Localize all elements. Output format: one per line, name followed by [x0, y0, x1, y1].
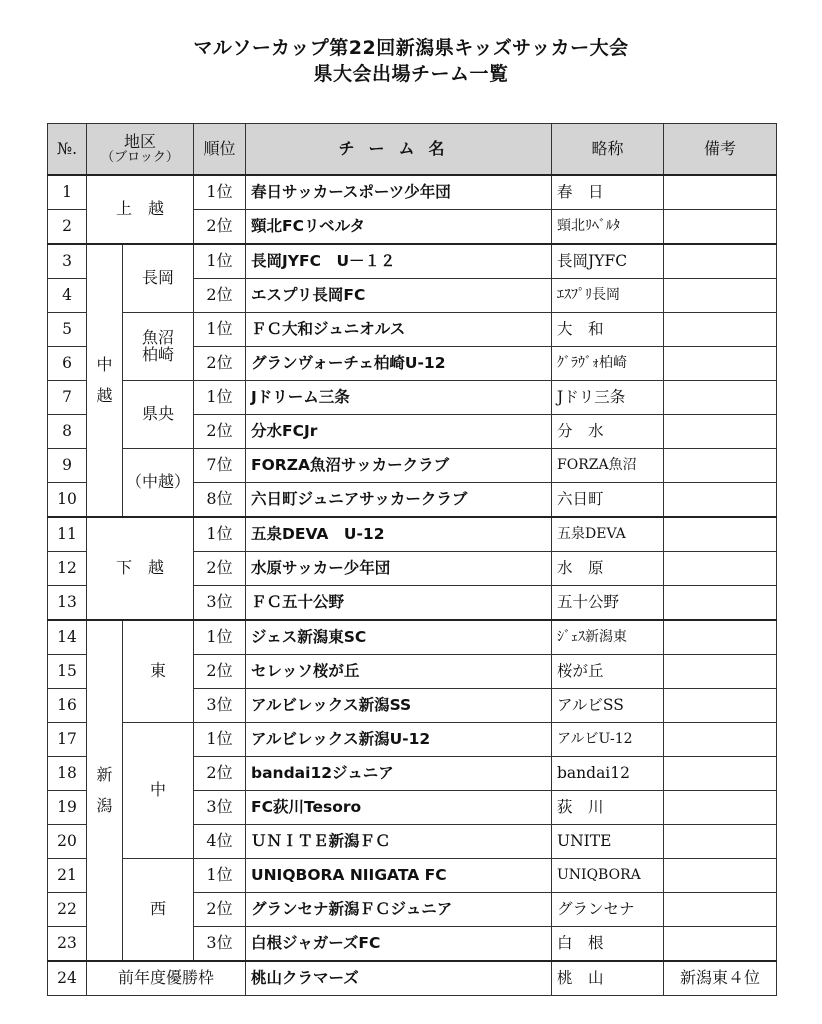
- row-team: ＦＣ大和ジュニオルス: [246, 313, 552, 347]
- region-niigata-char2: 潟: [96, 795, 113, 815]
- row-abbr: ｴｽﾌﾟﾘ長岡: [552, 279, 664, 313]
- row-abbr: アルビU-12: [552, 723, 664, 757]
- row-note: [664, 757, 777, 791]
- row-abbr: 長岡JYFC: [552, 244, 664, 279]
- table-row: [48, 859, 777, 893]
- header-region-sub: （ブロック）: [101, 149, 179, 165]
- row-note: [664, 279, 777, 313]
- row-note: [664, 244, 777, 279]
- row-no: 1: [48, 175, 87, 210]
- row-abbr: 桜が丘: [552, 655, 664, 689]
- table-row: [48, 175, 777, 210]
- row-team: FC荻川Tesoro: [246, 791, 552, 825]
- row-team: bandai12ジュニア: [246, 757, 552, 791]
- row-note: [664, 552, 777, 586]
- row-abbr: グランセナ: [552, 893, 664, 927]
- block-nishi: 西: [123, 859, 194, 962]
- row-rank: 8位: [194, 483, 246, 518]
- row-no: 19: [48, 791, 87, 825]
- row-no: 6: [48, 347, 87, 381]
- document-title: マルソーカップ第22回新潟県キッズサッカー大会: [193, 37, 629, 59]
- row-note: [664, 517, 777, 552]
- row-team: ジェス新潟東SC: [246, 620, 552, 655]
- header-team: チーム名: [246, 124, 552, 176]
- table-row: [48, 244, 777, 279]
- row-no: 24: [48, 961, 87, 996]
- region-chuetsu-char1: 中: [96, 354, 113, 374]
- row-note: [664, 723, 777, 757]
- row-rank: 2位: [194, 655, 246, 689]
- row-rank: 1位: [194, 723, 246, 757]
- row-rank: 2位: [194, 210, 246, 245]
- row-rank: 2位: [194, 347, 246, 381]
- row-team: 白根ジャガーズFC: [246, 927, 552, 962]
- row-abbr: 大 和: [552, 313, 664, 347]
- row-no: 17: [48, 723, 87, 757]
- row-rank: 1位: [194, 381, 246, 415]
- row-team: 頸北FCリベルタ: [246, 210, 552, 245]
- table-row: [48, 620, 777, 655]
- row-no: 13: [48, 586, 87, 621]
- row-rank: 2位: [194, 279, 246, 313]
- block-uonuma-kashiwazaki: [123, 313, 194, 381]
- row-team: UNIQBORA NIIGATA FC: [246, 859, 552, 893]
- row-abbr: UNIQBORA: [552, 859, 664, 893]
- header-region: [87, 124, 194, 176]
- row-abbr: UNITE: [552, 825, 664, 859]
- row-abbr: 五泉DEVA: [552, 517, 664, 552]
- row-note: [664, 210, 777, 245]
- row-no: 12: [48, 552, 87, 586]
- row-rank: 3位: [194, 586, 246, 621]
- row-abbr: ｸﾞﾗｳﾞｫ柏崎: [552, 347, 664, 381]
- row-team: 桃山クラマーズ: [246, 961, 552, 996]
- block-chuetsu: （中越）: [123, 449, 194, 518]
- region-prev-winner: 前年度優勝枠: [87, 961, 246, 996]
- row-note: [664, 381, 777, 415]
- row-abbr: ｼﾞｪｽ新潟東: [552, 620, 664, 655]
- row-no: 21: [48, 859, 87, 893]
- row-no: 10: [48, 483, 87, 518]
- row-abbr: 五十公野: [552, 586, 664, 621]
- row-rank: 1位: [194, 313, 246, 347]
- row-rank: 2位: [194, 552, 246, 586]
- row-team: ＵＮＩＴＥ新潟ＦＣ: [246, 825, 552, 859]
- row-note: [664, 586, 777, 621]
- row-note: [664, 313, 777, 347]
- row-abbr: 春 日: [552, 175, 664, 210]
- row-team: FORZA魚沼サッカークラブ: [246, 449, 552, 483]
- row-no: 4: [48, 279, 87, 313]
- table-row: [48, 517, 777, 552]
- row-abbr: Jドリ三条: [552, 381, 664, 415]
- row-team: アルビレックス新潟U-12: [246, 723, 552, 757]
- header-row: [48, 124, 777, 176]
- row-note: [664, 791, 777, 825]
- row-no: 5: [48, 313, 87, 347]
- row-abbr: アルビSS: [552, 689, 664, 723]
- row-team: グランセナ新潟ＦＣジュニア: [246, 893, 552, 927]
- row-abbr: 水 原: [552, 552, 664, 586]
- row-no: 11: [48, 517, 87, 552]
- row-team: 六日町ジュニアサッカークラブ: [246, 483, 552, 518]
- block-nagaoka: 長岡: [123, 244, 194, 313]
- row-rank: 1位: [194, 244, 246, 279]
- row-note: [664, 415, 777, 449]
- table-row: [48, 961, 777, 996]
- row-abbr: 分 水: [552, 415, 664, 449]
- row-no: 15: [48, 655, 87, 689]
- row-team: Jドリーム三条: [246, 381, 552, 415]
- row-team: 分水FCJr: [246, 415, 552, 449]
- row-rank: 1位: [194, 517, 246, 552]
- table-row: [48, 313, 777, 347]
- row-no: 9: [48, 449, 87, 483]
- region-joetsu: 上 越: [87, 175, 194, 244]
- table-row: [48, 723, 777, 757]
- row-abbr: 荻 川: [552, 791, 664, 825]
- header-note: 備考: [664, 124, 777, 176]
- row-abbr: 白 根: [552, 927, 664, 962]
- row-team: アルビレックス新潟SS: [246, 689, 552, 723]
- region-chuetsu: [87, 244, 123, 517]
- block-naka: 中: [123, 723, 194, 859]
- row-rank: 7位: [194, 449, 246, 483]
- row-rank: 1位: [194, 175, 246, 210]
- team-list-table: [47, 123, 777, 996]
- row-rank: 3位: [194, 689, 246, 723]
- block-uonuma: 魚沼: [141, 327, 174, 347]
- row-note: [664, 347, 777, 381]
- row-abbr: bandai12: [552, 757, 664, 791]
- row-note: [664, 655, 777, 689]
- region-chuetsu-char2: 越: [96, 385, 113, 405]
- row-note: [664, 689, 777, 723]
- row-note: [664, 859, 777, 893]
- header-region-label: 地区: [123, 131, 156, 151]
- row-note: [664, 825, 777, 859]
- row-abbr: 六日町: [552, 483, 664, 518]
- row-rank: 3位: [194, 927, 246, 962]
- row-note: [664, 483, 777, 518]
- row-note: [664, 620, 777, 655]
- document-subtitle: 県大会出場チーム一覧: [313, 63, 509, 85]
- row-team: 長岡JYFC U－１２: [246, 244, 552, 279]
- row-no: 7: [48, 381, 87, 415]
- row-rank: 2位: [194, 757, 246, 791]
- row-team: セレッソ桜が丘: [246, 655, 552, 689]
- row-abbr: FORZA魚沼: [552, 449, 664, 483]
- row-no: 18: [48, 757, 87, 791]
- row-rank: 2位: [194, 893, 246, 927]
- row-rank: 2位: [194, 415, 246, 449]
- row-rank: 3位: [194, 791, 246, 825]
- block-kashiwazaki: 柏崎: [141, 344, 174, 364]
- row-team: 水原サッカー少年団: [246, 552, 552, 586]
- row-team: ＦＣ五十公野: [246, 586, 552, 621]
- row-abbr: 頸北ﾘﾍﾞﾙﾀ: [552, 210, 664, 245]
- table-row: [48, 449, 777, 483]
- row-abbr: 桃 山: [552, 961, 664, 996]
- row-note: [664, 927, 777, 962]
- region-niigata-char1: 新: [96, 764, 113, 784]
- table-row: [48, 381, 777, 415]
- row-team: エスプリ長岡FC: [246, 279, 552, 313]
- block-kenou: 県央: [123, 381, 194, 449]
- row-no: 23: [48, 927, 87, 962]
- row-team: グランヴォーチェ柏崎U-12: [246, 347, 552, 381]
- region-niigata: [87, 620, 123, 961]
- row-rank: 1位: [194, 859, 246, 893]
- row-note: [664, 449, 777, 483]
- header-rank: 順位: [194, 124, 246, 176]
- row-note: [664, 175, 777, 210]
- row-rank: 4位: [194, 825, 246, 859]
- row-team: 春日サッカースポーツ少年団: [246, 175, 552, 210]
- row-no: 14: [48, 620, 87, 655]
- row-note: [664, 893, 777, 927]
- block-higashi: 東: [123, 620, 194, 723]
- row-no: 3: [48, 244, 87, 279]
- row-no: 8: [48, 415, 87, 449]
- row-no: 2: [48, 210, 87, 245]
- header-abbr: 略称: [552, 124, 664, 176]
- row-no: 16: [48, 689, 87, 723]
- row-no: 20: [48, 825, 87, 859]
- row-rank: 1位: [194, 620, 246, 655]
- header-no: №.: [48, 124, 87, 176]
- row-no: 22: [48, 893, 87, 927]
- row-note: 新潟東４位: [664, 961, 777, 996]
- row-team: 五泉DEVA U-12: [246, 517, 552, 552]
- region-kaetsu: 下 越: [87, 517, 194, 620]
